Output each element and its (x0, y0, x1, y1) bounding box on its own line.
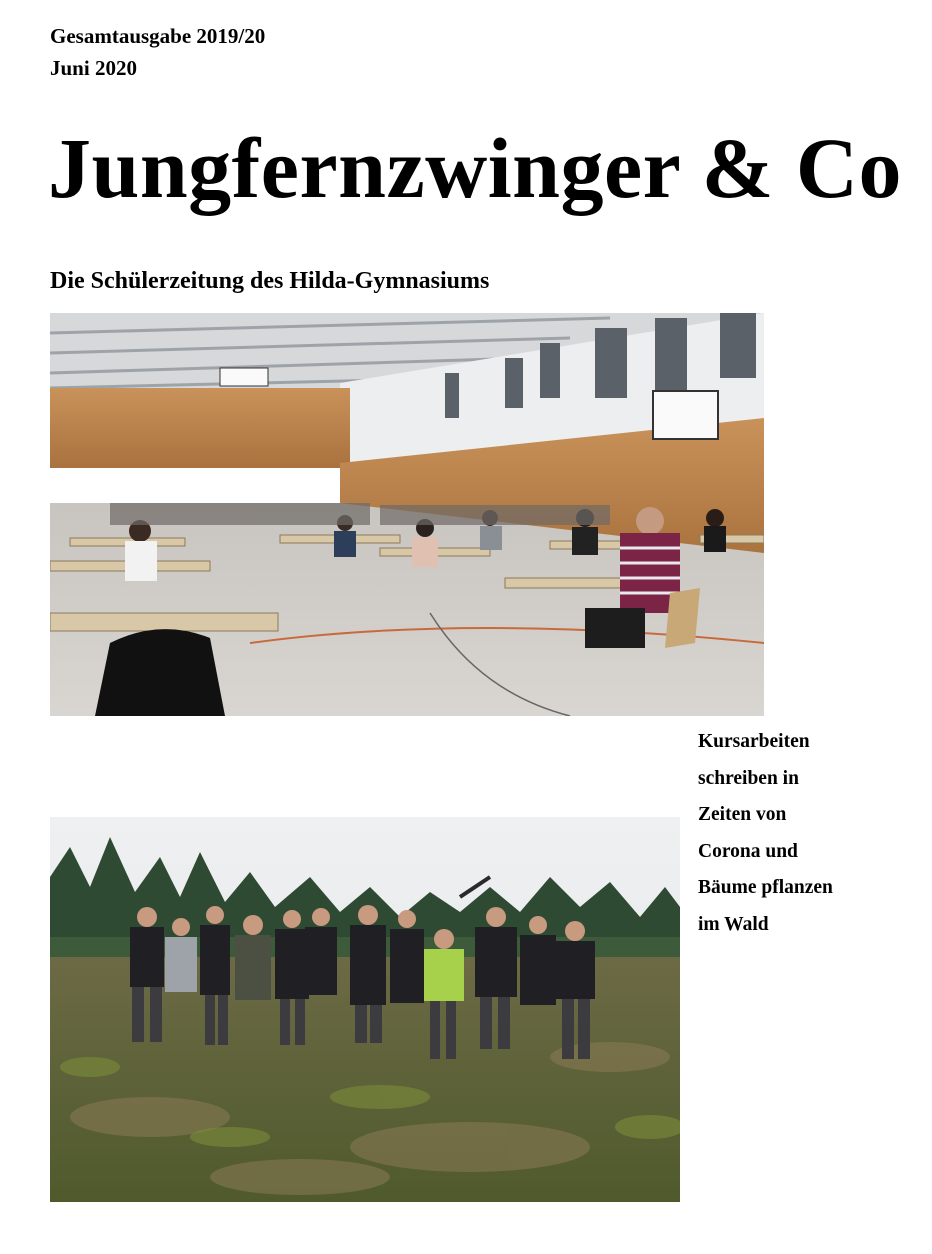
caption-line: Kursarbeiten (698, 731, 810, 752)
caption-line: Corona und (698, 840, 798, 862)
newspaper-title: Jungfernzwinger & Co (48, 120, 903, 216)
caption-line: Bäume pflanzen (698, 877, 833, 898)
newspaper-subtitle: Die Schülerzeitung des Hilda-Gymnasiums (50, 268, 490, 294)
caption-line: Zeiten von (698, 804, 787, 825)
edition-label: Gesamtausgabe 2019/20 (50, 24, 266, 48)
issue-info (50, 20, 265, 84)
caption-line: schreiben in (698, 767, 799, 789)
issue-date: Juni 2020 (50, 56, 137, 80)
caption-line: im Wald (698, 913, 769, 935)
photo-caption (698, 724, 898, 943)
exam-hall-photo (50, 313, 764, 716)
forest-group-photo (50, 817, 680, 1202)
